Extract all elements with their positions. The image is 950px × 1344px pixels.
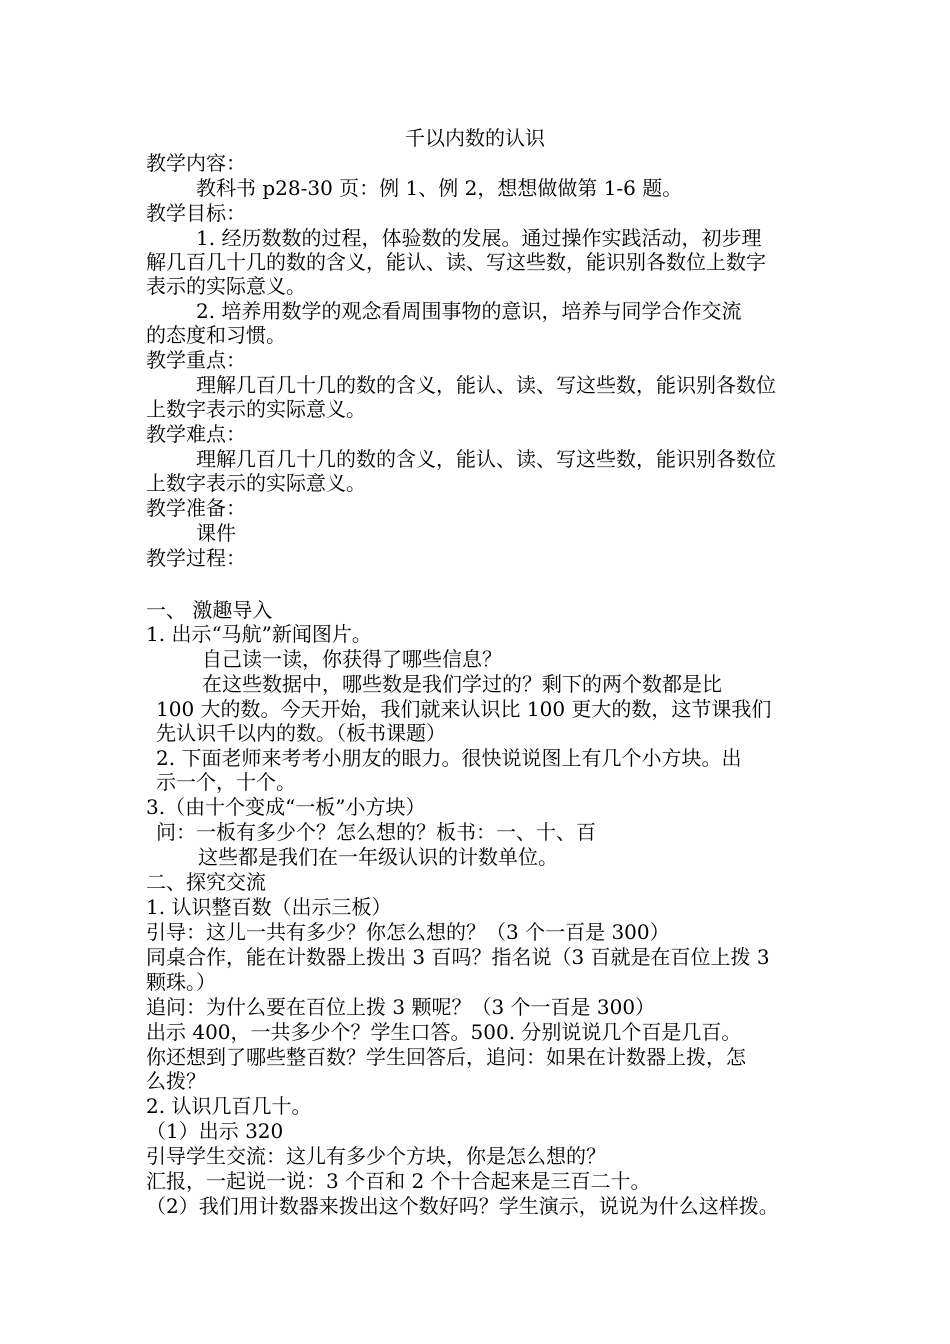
heading-difficulties: 教学难点：: [146, 422, 246, 446]
section-heading: 二、探究交流: [146, 870, 266, 894]
document-title: 千以内数的认识: [405, 126, 545, 150]
paragraph-line: 2. 培养用数学的观念看周围事物的意识，培养与同学合作交流: [196, 299, 742, 323]
heading-preparation: 教学准备：: [146, 496, 246, 520]
paragraph-line: 2. 认识几百几十。: [146, 1094, 312, 1118]
paragraph-line: 1. 出示“马航”新闻图片。: [146, 622, 372, 646]
paragraph-line: 示一个，十个。: [156, 770, 296, 794]
paragraph-line: 汇报，一起说一说：3 个百和 2 个十合起来是三百二十。: [146, 1169, 651, 1193]
heading-goals: 教学目标：: [146, 201, 246, 225]
paragraph-line: 先认识千以内的数。（板书课题）: [156, 721, 446, 745]
heading-process: 教学过程：: [146, 546, 246, 570]
paragraph-line: 引导学生交流：这儿有多少个方块，你是怎么想的？: [146, 1144, 606, 1168]
heading-key-points: 教学重点：: [146, 348, 246, 372]
paragraph-line: 出示 400，一共多少个？学生口答。500. 分别说说几个百是几百。: [146, 1020, 742, 1044]
paragraph-line: 追问：为什么要在百位上拨 3 颗呢？（3 个一百是 300）: [146, 995, 656, 1019]
paragraph-line: 1. 认识整百数（出示三板）: [146, 895, 392, 919]
paragraph-line: 解几百几十几的数的含义，能认、读、写这些数，能识别各数位上数字: [146, 250, 766, 274]
paragraph-line: 在这些数据中，哪些数是我们学过的？剩下的两个数都是比: [202, 672, 722, 696]
paragraph-line: 教科书 p28-30 页：例 1、例 2，想想做做第 1-6 题。: [196, 176, 683, 200]
paragraph-line: 3.（由十个变成“一板”小方块）: [146, 795, 426, 819]
paragraph-line: 的态度和习惯。: [146, 323, 286, 347]
paragraph-line: 上数字表示的实际意义。: [146, 471, 366, 495]
paragraph-line: 这些都是我们在一年级认识的计数单位。: [198, 845, 558, 869]
paragraph-line: 引导：这儿一共有多少？你怎么想的？（3 个一百是 300）: [146, 920, 670, 944]
heading-content: 教学内容：: [146, 151, 246, 175]
paragraph-line: 问：一板有多少个？怎么想的？板书：一、十、百: [156, 820, 596, 844]
paragraph-line: 颗珠。）: [146, 970, 216, 994]
paragraph-line: 理解几百几十几的数的含义，能认、读、写这些数，能识别各数位: [196, 373, 776, 397]
paragraph-line: 课件: [196, 521, 236, 545]
paragraph-line: 理解几百几十几的数的含义，能认、读、写这些数，能识别各数位: [196, 447, 776, 471]
paragraph-line: （1）出示 320: [146, 1119, 284, 1143]
paragraph-line: 上数字表示的实际意义。: [146, 397, 366, 421]
section-heading: 一、 激趣导入: [146, 598, 273, 622]
paragraph-line: 1. 经历数数的过程，体验数的发展。通过操作实践活动，初步理: [196, 226, 762, 250]
paragraph-line: 100 大的数。今天开始，我们就来认识比 100 更大的数，这节课我们: [156, 697, 772, 721]
paragraph-line: 么拨？: [146, 1069, 206, 1093]
paragraph-line: （2）我们用计数器来拨出这个数好吗？学生演示，说说为什么这样拨。: [146, 1194, 779, 1218]
paragraph-line: 2. 下面老师来考考小朋友的眼力。很快说说图上有几个小方块。出: [156, 746, 742, 770]
paragraph-line: 自己读一读，你获得了哪些信息？: [202, 647, 502, 671]
paragraph-line: 表示的实际意义。: [146, 274, 306, 298]
paragraph-line: 你还想到了哪些整百数？学生回答后，追问：如果在计数器上拨，怎: [146, 1045, 746, 1069]
paragraph-line: 同桌合作，能在计数器上拨出 3 百吗？指名说（3 百就是在百位上拨 3: [146, 945, 770, 969]
